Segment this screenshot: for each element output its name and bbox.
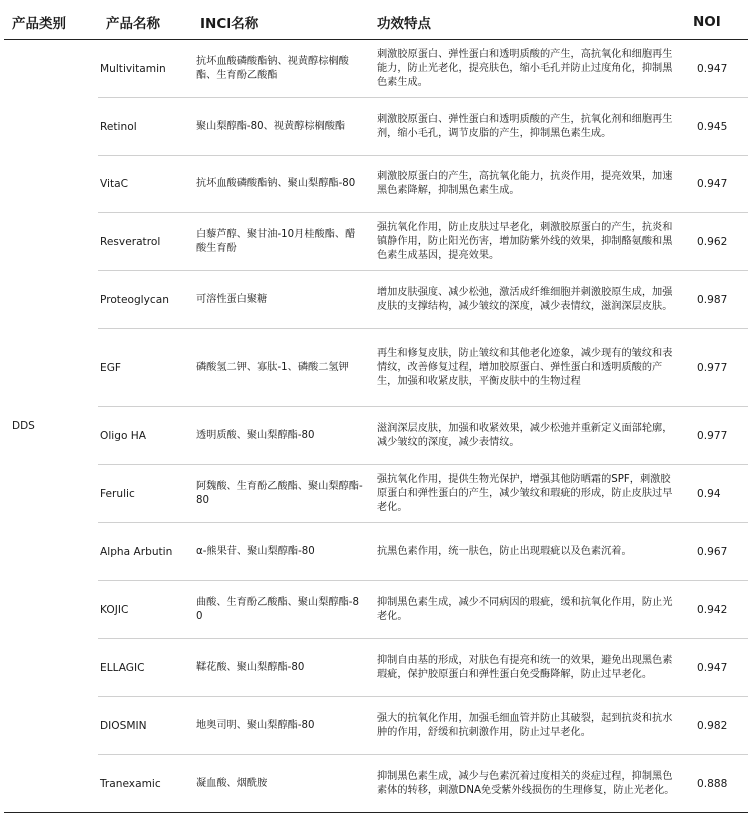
table-row (4, 697, 748, 755)
effect-cell: 抑制黑色素生成，减少不同病因的瑕疵，缓和抗氧化作用，防止光老化。 (369, 581, 689, 639)
table-row (4, 98, 748, 156)
table-header (4, 6, 748, 40)
inci-name-cell: 磷酸氢二钾、寡肽-1、磷酸二氢钾 (192, 329, 369, 407)
table-row (4, 755, 748, 813)
effect-cell: 再生和修复皮肤，防止皱纹和其他老化迹象，减少现有的皱纹和表情纹，改善修复过程，增加胶原蛋白、弹性蛋白和透明质酸的产生，加强和收紧皮肤，平衡皮肤中的生物过程 (369, 329, 689, 407)
product-name-cell: Alpha Arbutin (98, 523, 192, 581)
noi-cell: 0.962 (689, 213, 748, 271)
noi-cell: 0.977 (689, 329, 748, 407)
inci-name-cell: 凝血酸、烟酰胺 (192, 755, 369, 813)
table-row (4, 523, 748, 581)
noi-cell: 0.947 (689, 156, 748, 213)
table-row (4, 40, 748, 98)
noi-cell: 0.947 (689, 40, 748, 98)
table-row (4, 213, 748, 271)
product-name-cell: VitaC (98, 156, 192, 213)
product-table (4, 6, 748, 813)
product-name-cell: KOJIC (98, 581, 192, 639)
table-row (4, 639, 748, 697)
noi-cell: 0.982 (689, 697, 748, 755)
effect-cell: 强抗氧化作用，提供生物光保护，增强其他防晒霜的SPF，刺激胶原蛋白和弹性蛋白的产生，减少皱纹和瑕疵的形成，防止皮肤过早老化。 (369, 465, 689, 523)
noi-cell: 0.977 (689, 407, 748, 465)
inci-name-cell: 曲酸、生育酚乙酸酯、聚山梨醇酯-80 (192, 581, 369, 639)
product-name-cell: Retinol (98, 98, 192, 156)
effect-cell: 刺激胶原蛋白、弹性蛋白和透明质酸的产生，高抗氧化和细胞再生能力，防止光老化，提亮肤色，缩小毛孔并防止过度角化，抑制黑色素生成。 (369, 40, 689, 98)
product-name-cell: Tranexamic (98, 755, 192, 813)
product-name-cell: Resveratrol (98, 213, 192, 271)
noi-cell: 0.942 (689, 581, 748, 639)
noi-cell: 0.987 (689, 271, 748, 329)
effect-cell: 增加皮肤强度、减少松弛，激活成纤维细胞并刺激胶原生成，加强皮肤的支撑结构，减少皱纹的深度，减少表情纹，滋润深层皮肤。 (369, 271, 689, 329)
table-body (4, 40, 748, 813)
effect-cell: 抗黑色素作用，统一肤色，防止出现瑕疵以及色素沉着。 (369, 523, 689, 581)
product-name-cell: Oligo HA (98, 407, 192, 465)
table-row (4, 271, 748, 329)
inci-name-cell: 透明质酸、聚山梨醇酯-80 (192, 407, 369, 465)
inci-name-cell: 抗坏血酸磷酸酯钠、视黄醇棕榈酸酯、生育酚乙酸酯 (192, 40, 369, 98)
effect-cell: 抑制黑色素生成，减少与色素沉着过度相关的炎症过程，抑制黑色素体的转移，刺激DNA免受紫外线损伤的生理修复，防止光老化。 (369, 755, 689, 813)
product-name-cell: ELLAGIC (98, 639, 192, 697)
noi-cell: 0.947 (689, 639, 748, 697)
table-row (4, 156, 748, 213)
product-name-cell: DIOSMIN (98, 697, 192, 755)
noi-cell: 0.888 (689, 755, 748, 813)
noi-cell: 0.945 (689, 98, 748, 156)
header-product-name: 产品名称 (98, 6, 192, 40)
table-row (4, 465, 748, 523)
effect-cell: 抑制自由基的形成，对肤色有提亮和统一的效果，避免出现黑色素瑕疵，保护胶原蛋白和弹性蛋白免受酶降解，防止过早老化。 (369, 639, 689, 697)
inci-name-cell: 阿魏酸、生育酚乙酸酯、聚山梨醇酯-80 (192, 465, 369, 523)
product-name-cell: Ferulic (98, 465, 192, 523)
inci-name-cell: 抗坏血酸磷酸酯钠、聚山梨醇酯-80 (192, 156, 369, 213)
table-row (4, 407, 748, 465)
table-row (4, 581, 748, 639)
product-name-cell: Proteoglycan (98, 271, 192, 329)
inci-name-cell: 可溶性蛋白聚糖 (192, 271, 369, 329)
effect-cell: 刺激胶原蛋白的产生，高抗氧化能力，抗炎作用，提亮效果，加速黑色素降解，抑制黑色素生成。 (369, 156, 689, 213)
header-inci-name: INCI名称 (192, 6, 369, 40)
product-name-cell: Multivitamin (98, 40, 192, 98)
header-category: 产品类别 (4, 6, 98, 40)
noi-cell: 0.967 (689, 523, 748, 581)
effect-cell: 强抗氧化作用，防止皮肤过早老化，刺激胶原蛋白的产生，抗炎和镇静作用，防止阳光伤害，增加防紫外线的效果，抑制酪氨酸和黑色素生成基因，提亮效果。 (369, 213, 689, 271)
header-effect: 功效特点 (369, 6, 689, 40)
noi-cell: 0.94 (689, 465, 748, 523)
inci-name-cell: 聚山梨醇酯-80、视黄醇棕榈酸酯 (192, 98, 369, 156)
effect-cell: 刺激胶原蛋白、弹性蛋白和透明质酸的产生，抗氧化剂和细胞再生剂，缩小毛孔，调节皮脂的产生，抑制黑色素生成。 (369, 98, 689, 156)
effect-cell: 强大的抗氧化作用，加强毛细血管并防止其破裂，起到抗炎和抗水肿的作用，舒缓和抗刺激作用，防止过早老化。 (369, 697, 689, 755)
header-row (4, 6, 748, 40)
inci-name-cell: 鞣花酸、聚山梨醇酯-80 (192, 639, 369, 697)
product-name-cell: EGF (98, 329, 192, 407)
category-cell: DDS (4, 40, 98, 813)
header-noi: NOI (689, 6, 748, 40)
inci-name-cell: 地奥司明、聚山梨醇酯-80 (192, 697, 369, 755)
inci-name-cell: 白藜芦醇、聚甘油-10月桂酸酯、醋酸生育酚 (192, 213, 369, 271)
table-row (4, 329, 748, 407)
effect-cell: 滋润深层皮肤，加强和收紧效果，减少松弛并重新定义面部轮廓，减少皱纹的深度，减少表情纹。 (369, 407, 689, 465)
inci-name-cell: α-熊果苷、聚山梨醇酯-80 (192, 523, 369, 581)
